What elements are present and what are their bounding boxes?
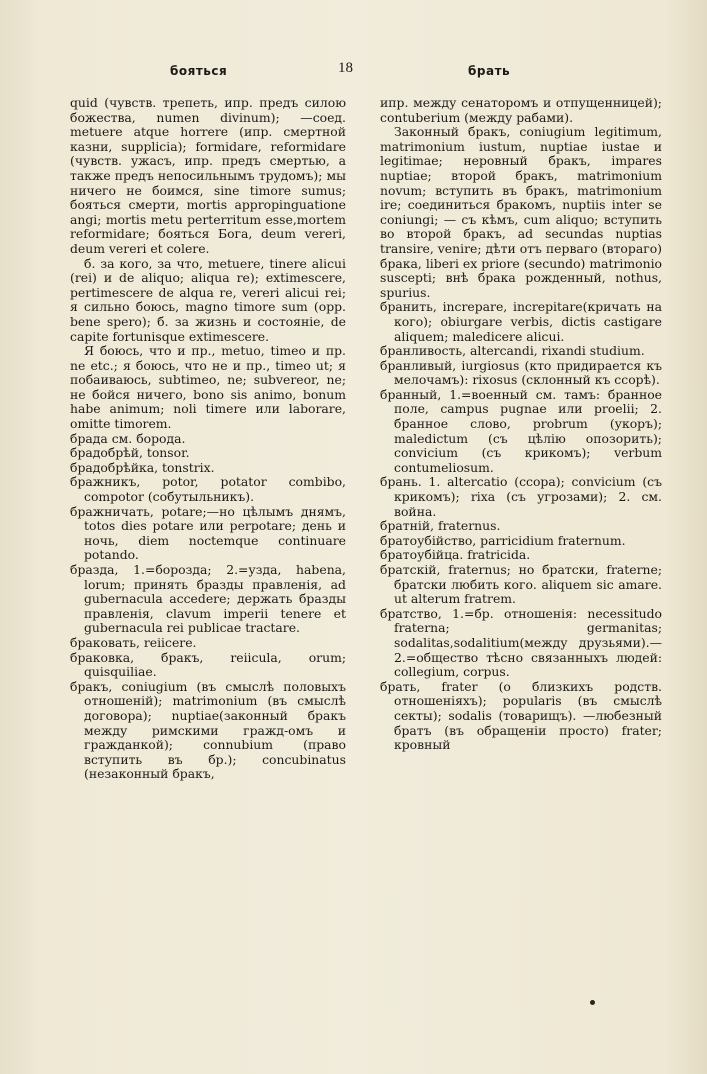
dictionary-entry: Я боюсь, что и пр., metuo, timeo и пр. ne etc.; я боюсь, что не и пр., timeo ut; я побаиваюсь, subtimeo, ne; subvereor, ne; не бойся ничего, bono sis animo, bonum habe animum; noli timere или laborare, omitte timorem. bbox=[70, 343, 346, 432]
dictionary-entry: брада см. борода. bbox=[70, 430, 186, 446]
dictionary-entry: братній, fraternus. bbox=[380, 518, 501, 534]
ink-dot bbox=[590, 1000, 595, 1005]
left-column bbox=[70, 96, 346, 782]
dictionary-entry: бразда, 1.=борозда; 2.=узда, habena, lorum; принять бразды правленія, ad gubernacula accedere; держать бразды правленія, clavum imperii tenere et gubernacula rei publicae tractare. bbox=[70, 562, 346, 636]
dictionary-entry: бранливый, iurgiosus (кто придирается къ мелочамъ): rixosus (склонный къ ссорѣ). bbox=[380, 357, 662, 388]
dictionary-entry: бранливость, altercandi, rixandi studium. bbox=[380, 343, 645, 359]
dictionary-entry: бражничать, potare;—но цѣлымъ днямъ, totos dies potare или perpotare; день и ночь, diem noctemque continuare potando. bbox=[70, 503, 346, 563]
dictionary-entry: братскій, fraternus; но братски, fraterne; братски любить кого. aliquem sic amare. ut alterum fratrem. bbox=[380, 562, 662, 607]
dictionary-entry: братоубійца. fratricida. bbox=[380, 547, 531, 563]
dictionary-entry: браковать, reiicere. bbox=[70, 634, 197, 650]
dictionary-entry: братство, 1.=бр. отношенія: necessitudo fraterna; germanitas; sodalitas,sodalitium(между друзьями).—2.=общество тѣсно связанныхъ людей: collegium, corpus. bbox=[380, 605, 662, 680]
running-header bbox=[40, 60, 667, 86]
header-right-guide-word: брать bbox=[468, 64, 511, 78]
right-column bbox=[380, 96, 662, 753]
dictionary-entry: ипр. между сенаторомъ и отпущенницей); contuberium (между рабами). bbox=[380, 95, 662, 125]
dictionary-entry: б. за кого, за что, metuere, tinere alicui (rei) и de aliquo; aliqua re); extimescere, pertimescere de alqua re, vereri alicui rei; я сильно боюсь, magno timore sum (opp. bene spero); б. за жизнь и состояніе, de capite fortunisque extimescere. bbox=[70, 255, 346, 344]
dictionary-entry: quid (чувств. трепеть, ипр. предъ силою божества, numen divinum); —соед. metuere atque horrere (ипр. смертной казни, supplicia); formidare, reformidare (чувств. ужасъ, ипр. предъ смертью, а также предъ непосильнымъ трудомъ); мы ничего не боимся, sine timore sumus; бояться смерти, mortis appropinguatione angi; mortis metu perterritum esse,mortem reformidare; бояться Бога, deum vereri, deum vereri et colere. bbox=[70, 95, 346, 256]
dictionary-entry: братоубійство, parricidium fraternum. bbox=[380, 532, 626, 548]
dictionary-entry: бражникъ, potor, potator combibo, compotor (собутыльникъ). bbox=[70, 474, 346, 505]
dictionary-entry: брадобрѣйка, tonstrix. bbox=[70, 459, 215, 475]
dictionary-entry: бранный, 1.=военный см. тамъ: бранное поле, campus pugnae или proelii; 2. бранное слово, probrum (укоръ); maledictum (съ цѣлію опозорить); convicium (съ крикомъ); verbum contumeliosum. bbox=[380, 386, 662, 475]
dictionary-entry: брадобрѣй, tonsor. bbox=[70, 445, 190, 461]
dictionary-entry: Законный бракъ, coniugium legitimum, matrimonium iustum, nuptiae iustae и legitimae; неровный бракъ, impares nuptiae; второй бракъ, matrimonium novum; вступить въ бракъ, matrimonium ire; соединиться бракомъ, nuptiis inter se coniungi; — съ кѣмъ, cum aliquo; вступить во второй бракъ, ad secundas nuptias transire, venire; дѣти отъ перваго (втораго) брака, liberi ex priore (secundo) matrimonio suscepti; внѣ брака рожденный, nothus, spurius. bbox=[380, 124, 662, 300]
dictionary-entry: брать, frater (о близкихъ родств. отношеніяхъ); popularis (въ смыслѣ секты); sodalis (товарищъ). —любезный братъ (въ обращеніи просто) frater; кровный bbox=[380, 678, 662, 753]
header-left-guide-word: бояться bbox=[170, 64, 228, 78]
page-number: 18 bbox=[338, 60, 353, 76]
dictionary-entry: брань. 1. altercatio (ссора); convicium (съ крикомъ); rixa (съ угрозами); 2. см. война. bbox=[380, 474, 662, 519]
dictionary-entry: бранить, increpare, increpitare(кричать на кого); obiurgare verbis, dictis castigare aliquem; maledicere alicui. bbox=[380, 299, 662, 344]
dictionary-entry: бракъ, coniugium (въ смыслѣ половыхъ отношеній); matrimonium (въ смыслѣ договора); nuptiae(законный бракъ между римскими гражд-омъ и гражданкой); connubium (право вступить въ бр.); concubinatus (незаконный бракъ, bbox=[70, 678, 346, 782]
dictionary-entry: браковка, бракъ, reiicula, orum; quisquiliae. bbox=[70, 649, 346, 680]
